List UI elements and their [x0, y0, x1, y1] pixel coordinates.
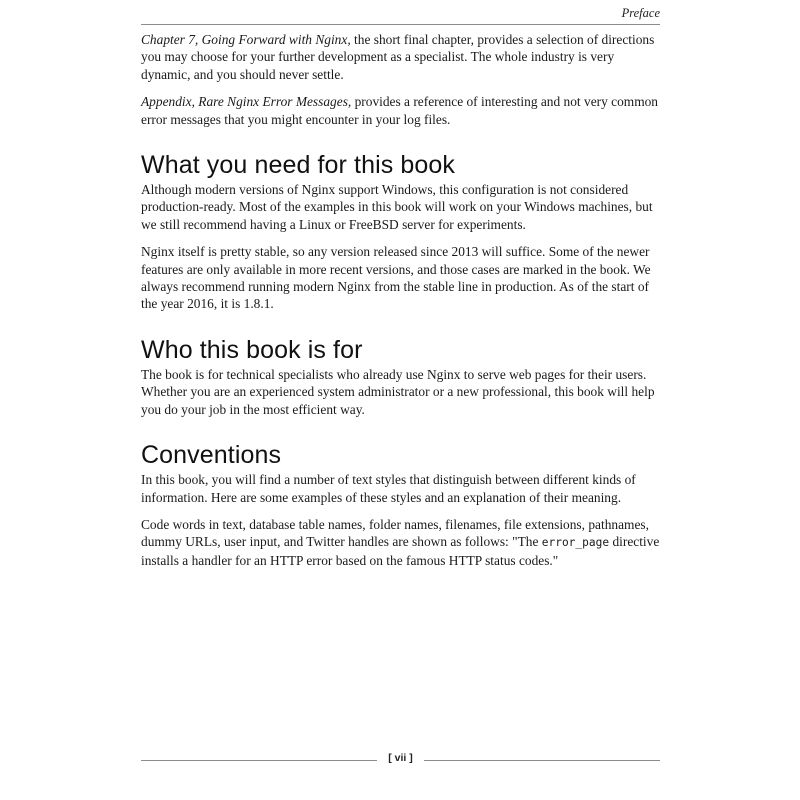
page-footer [141, 752, 660, 768]
page-number: [ vii ] [388, 752, 413, 764]
appendix-title: Appendix, Rare Nginx Error Messages, [141, 94, 352, 110]
appendix-text: provides a reference of interesting and not very common error messages that you might encounter in your log files. [141, 94, 659, 127]
appendix-summary [141, 93, 660, 128]
who-paragraph-1: The book is for technical specialists who already use Nginx to serve web pages for their users. Whether you are an experienced system administrator or a new professional, this book will help you do your job in the most efficient way. [141, 366, 655, 417]
conventions-text-before: Code words in text, database table names, folder names, filenames, file extensions, pathnames, dummy URLs, user input, and Twitter handles are shown as follows: "The [141, 516, 649, 550]
chapter-7-text: the short final chapter, provides a selection of directions you may choose for your further development as a specialist. The whole industry is very dynamic, and you should never settle. [141, 32, 655, 82]
conventions-paragraph-2 [141, 516, 660, 569]
heading-conventions: Conventions [141, 441, 282, 470]
conventions-text-after: directive installs a handler for an HTTP error based on the famous HTTP status codes." [141, 534, 660, 568]
page-header [141, 4, 660, 25]
need-paragraph-1: Although modern versions of Nginx support Windows, this configuration is not considered production-ready. Most of the examples in this book will work on your Windows machines, but we still recommend having a Linux or FreeBSD server for experiments. [141, 182, 653, 232]
page-content [141, 31, 660, 579]
heading-what-you-need: What you need for this book [141, 151, 455, 180]
heading-who-this-book-is-for: Who this book is for [141, 335, 363, 364]
running-title: Preface [621, 6, 660, 20]
conventions-paragraph-1: In this book, you will find a number of text styles that distinguish between different kinds of information. Here are some examples of these styles and an explanation of their meaning. [141, 472, 636, 505]
code-error-page: error_page [541, 536, 610, 550]
chapter-7-title: Chapter 7, Going Forward with Nginx, [141, 32, 351, 47]
footer-rule-right [424, 760, 660, 761]
chapter-7-summary [141, 31, 660, 83]
need-paragraph-2: Nginx itself is pretty stable, so any version released since 2013 will suffice. Some of the newer features are only available in more recent versions, and those cases are marked in the book. We always recommend running modern Nginx from the stable line in production. As of the start of the year 2016, it is 1.8.1. [141, 244, 651, 312]
